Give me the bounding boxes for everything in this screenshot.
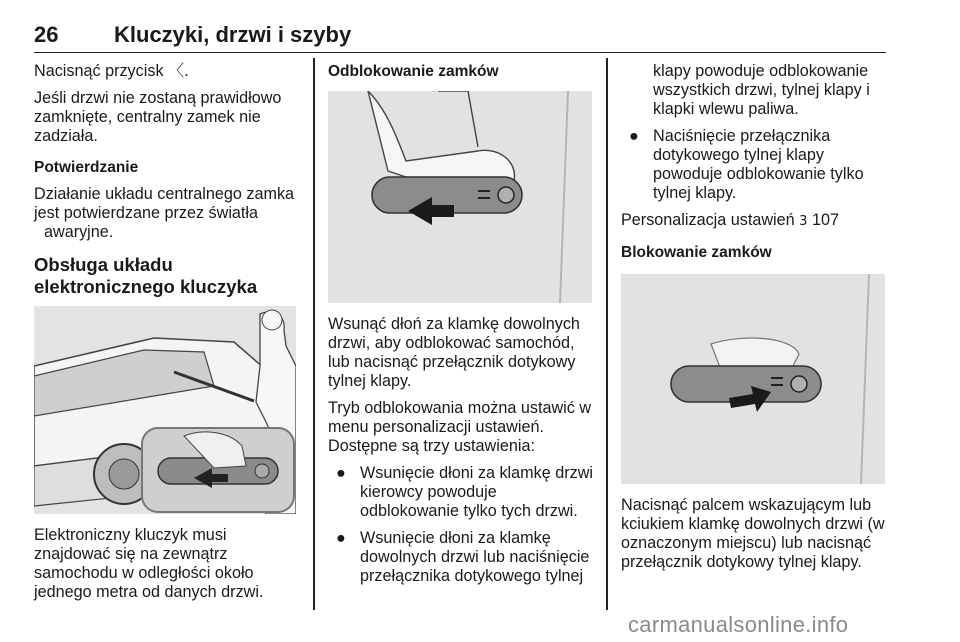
paragraph: Nacisnąć przycisk 〈. bbox=[34, 62, 189, 80]
list-item-text: Wsunięcie dłoni za klamkę dowolnych drzwi lub naciśnięcie przełącznika dotykowego tylnej bbox=[360, 529, 590, 585]
column-left bbox=[34, 62, 302, 610]
paragraph: Nacisnąć palcem wskazującym lub kciukiem klamkę dowolnych drzwi (w oznaczonym miejscu) lub nacisnąć przełącznik dotykowy tylnej klapy. bbox=[621, 496, 885, 571]
illustration-finger-on-door-handle bbox=[621, 274, 885, 484]
subheading-unlocking: Odblokowanie zamków bbox=[328, 63, 499, 80]
page-reference-icon: 3 bbox=[799, 214, 808, 229]
illustration-car-keyless bbox=[34, 306, 296, 514]
list-item bbox=[328, 529, 594, 586]
paragraph: Jeśli drzwi nie zostaną prawidłowo zamknięte, centralny zamek nie zadziała. bbox=[34, 89, 282, 145]
reference-text: Personalizacja ustawień bbox=[621, 211, 795, 229]
chapter-title: Kluczyki, drzwi i szyby bbox=[114, 22, 352, 47]
list-item bbox=[328, 464, 594, 521]
list-item bbox=[621, 127, 887, 203]
bullet-icon: ● bbox=[336, 529, 346, 547]
reference-page: 107 bbox=[811, 211, 839, 229]
paragraph: Wsunąć dłoń za klamkę dowolnych drzwi, aby odblokować samochód, lub nacisnąć przełącznik dotykowy tylnej klapy. bbox=[328, 315, 580, 390]
paragraph: awaryjne. bbox=[44, 223, 114, 241]
column-right bbox=[621, 62, 887, 580]
subheading-locking: Blokowanie zamków bbox=[621, 244, 772, 261]
column-divider bbox=[606, 58, 608, 610]
bullet-icon: ● bbox=[629, 127, 639, 145]
paragraph: Działanie układu centralnego zamka jest potwierdzane przez światła bbox=[34, 185, 295, 222]
page-header bbox=[34, 22, 886, 53]
bullet-icon: ● bbox=[336, 464, 346, 482]
list-item-text: Naciśnięcie przełącznika dotykowego tylnej klapy powoduje odblokowanie tylko tylnej klapy. bbox=[653, 127, 864, 202]
page-number: 26 bbox=[34, 22, 59, 47]
subheading-confirmation: Potwierdzanie bbox=[34, 159, 139, 176]
paragraph: Tryb odblokowania można ustawić w menu personalizacji ustawień. Dostępne są trzy ustawienia: bbox=[328, 399, 592, 455]
illustration-hand-on-door-handle bbox=[328, 91, 592, 303]
column-divider bbox=[313, 58, 315, 610]
section-heading: Obsługa układu elektronicznego kluczyka bbox=[34, 254, 258, 297]
watermark: carmanualsonline.info bbox=[628, 612, 849, 637]
list-item-text: Wsunięcie dłoni za klamkę drzwi kierowcy powoduje odblokowanie tylko tych drzwi. bbox=[360, 464, 594, 520]
list-item-continuation: klapy powoduje odblokowanie wszystkich drzwi, tylnej klapy i klapki wlewu paliwa. bbox=[653, 62, 870, 118]
column-middle bbox=[328, 62, 594, 594]
paragraph: Elektroniczny kluczyk musi znajdować się na zewnątrz samochodu w odległości około jednego metra od danych drzwi. bbox=[34, 526, 264, 601]
cross-reference bbox=[621, 211, 887, 231]
